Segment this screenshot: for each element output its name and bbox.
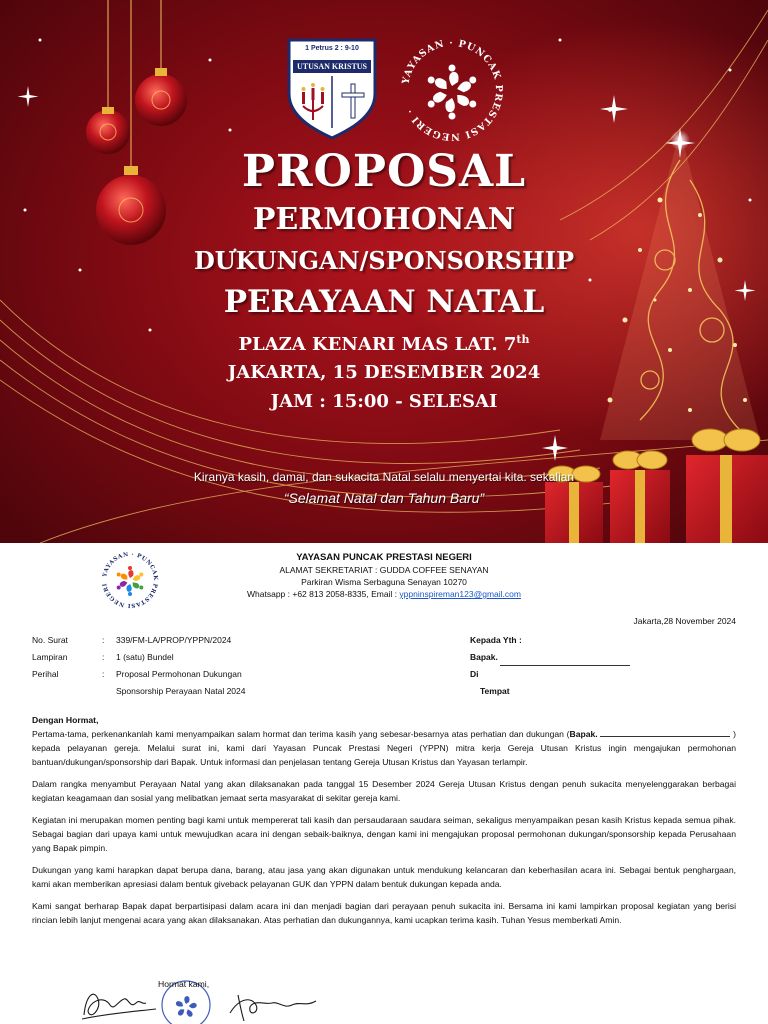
meta-value: Proposal Permohonan Dukungan [116,669,242,679]
p1-blank-line [600,728,730,737]
meta-row [32,649,362,666]
recipient-name-row [470,649,670,666]
shield-verse: 1 Petrus 2 : 9-10 [305,45,359,52]
recipient-to: Kepada Yth : [470,635,522,645]
letter-date: Jakarta,28 November 2024 [633,616,736,626]
svg-text:YAYASAN · PUNCAK PRESTASI NEGE [100,550,158,608]
meta-label: Lampiran [32,652,68,662]
cover-line-permohonan: PERMOHONAN [252,202,516,237]
letterhead-logo-ring-text: YAYASAN · PUNCAK PRESTASI NEGERI [102,551,159,609]
recipient-block [470,632,670,700]
venue-suffix: th [516,333,530,346]
body-paragraph-5: Kami sangat berharap Bapak dapat berpartisipasi dalam acara ini dan menjadi bagian dari perayaan penuh sukacita ini. Bersama ini kami lampirkan proposal kegiatan yang berisi rincian lebih lanjut mengenai acara yang akan dilaksanakan. Atas perhatian dan dukungannya, kami ucapkan terima kasih. Tuhan Yesus memberkati Amin. [32,901,736,925]
signature-right [230,995,316,1021]
signature-left [82,994,156,1019]
cover-line-perayaan: PERAYAAN NATAL [223,284,545,320]
letterhead-contact [200,588,568,600]
body-paragraph-3: Kegiatan ini merupakan momen penting bagi kami untuk mempererat tali kasih dan persaudaraan saudara seiman, sekaligus menyampaikan pesan kasih Kristus kepada semua pihak. Sebagai bagian dari upaya kami untuk mewujudkan acara ini dengan sebaik-baiknya, dengan kami ini mengajukan proposal permohonan dukungan/sponsorship kepada Perusahaan yang Bapak pimpin. [32,815,736,853]
p1-bold: Bapak. [569,729,598,739]
cover-line-sponsorship: DUKUNGAN/SPONSORSHIP [193,246,575,275]
body-greeting: Dengan Hormat, [32,715,99,725]
signature-stamp-area [80,975,340,1024]
meta-value: 1 (satu) Bundel [116,652,174,662]
cover-letter [0,543,768,1024]
p1-text-a: Pertama-tama, perkenankanlah kami menyampaikan salam hormat dan terima kasih yang sebesar-besarnya atas perhatian dan dukungan ( [32,729,570,739]
cover-date: JAKARTA, 15 DESEMBER 2024 [227,362,541,383]
letter-body [32,713,736,935]
letterhead-contact-text: Whatsapp : +62 813 2058-8335, Email : [247,589,400,599]
letterhead-address2: Parkiran Wisma Serbaguna Senayan 10270 [301,577,467,587]
meta-colon: : [102,635,105,645]
meta-row [32,632,362,649]
meta-colon: : [102,652,105,662]
letter-meta [32,632,362,700]
meta-label [32,683,102,700]
letterhead-address1: ALAMAT SEKRETARIAT : GUDDA COFFEE SENAYAN [279,565,489,575]
meta-row [32,666,362,683]
venue-text: PLAZA KENARI MAS LAT. 7 [238,334,517,355]
recipient-name: Bapak. [470,652,498,662]
meta-colon: : [102,669,105,679]
meta-label: No. Surat [32,635,68,645]
cover-time: JAM : 15:00 - SELESAI [270,391,498,412]
cover-title: PROPOSAL [241,146,527,197]
p1-text-b: ) kepada pelayanan gereja. Melalui surat ini, kami dari Yayasan Puncak Prestasi Negeri (YPPN) mitra kerja Gereja Utusan Kristus ingin mengajukan permohonan bantuan/dukungan/sponsorship dari Bapak. Untuk informasi dan penjelasan tentang Gereja Utusan Kristus dan Yayasan terlampir. [32,729,736,767]
body-paragraph-4: Dukungan yang kami harapkan dapat berupa dana, barang, atau jasa yang akan digunakan untuk mendukung kelancaran dan keberhasilan acara ini. Sebagai bentuk penghargaan, kami akan memberikan apresiasi dalam bentuk giveback pelayanan GUK dan YPPN dalam bentuk dukungan kepada anda. [32,865,736,889]
recipient-place: Tempat [480,686,510,696]
cover-wish: Kiranya kasih, damai, dan sukacita Natal selalu menyertai kita. sekalian [193,470,575,484]
email-link[interactable]: yppninspireman123@gmail.com [399,589,521,599]
meta-value: 339/FM-LA/PROP/YPPN/2024 [116,635,232,645]
cover-venue [134,333,634,355]
letterhead-logo-icon [100,550,160,610]
shield-name: UTUSAN KRISTUS [293,60,371,73]
recipient-di: Di [470,669,479,679]
cover-greeting: “Selamat Natal dan Tahun Baru” [283,490,485,506]
meta-row [32,683,362,700]
logo-ring-text: YAYASAN · PUNCAK PRESTASI NEGERI · [400,37,505,143]
recipient-blank-line [500,656,630,666]
letterhead [200,552,568,600]
body-paragraph-2: Dalam rangka menyambut Perayaan Natal yang akan dilaksanakan pada tanggal 15 Desember 2024 Gereja Utusan Kristus dengan penuh sukacita menyelenggarakan berbagai kegiatan keagamaan dan sosial yang melibatkan jemaat serta masyarakat di sekitar gereja kami. [32,779,736,803]
body-paragraph-1 [32,727,736,769]
meta-value: Sponsorship Perayaan Natal 2024 [116,686,246,696]
meta-label: Perihal [32,669,59,679]
letterhead-org: YAYASAN PUNCAK PRESTASI NEGERI [296,552,472,563]
meta-colon [102,683,116,700]
letter-closing: Hormat kami, [158,979,210,989]
